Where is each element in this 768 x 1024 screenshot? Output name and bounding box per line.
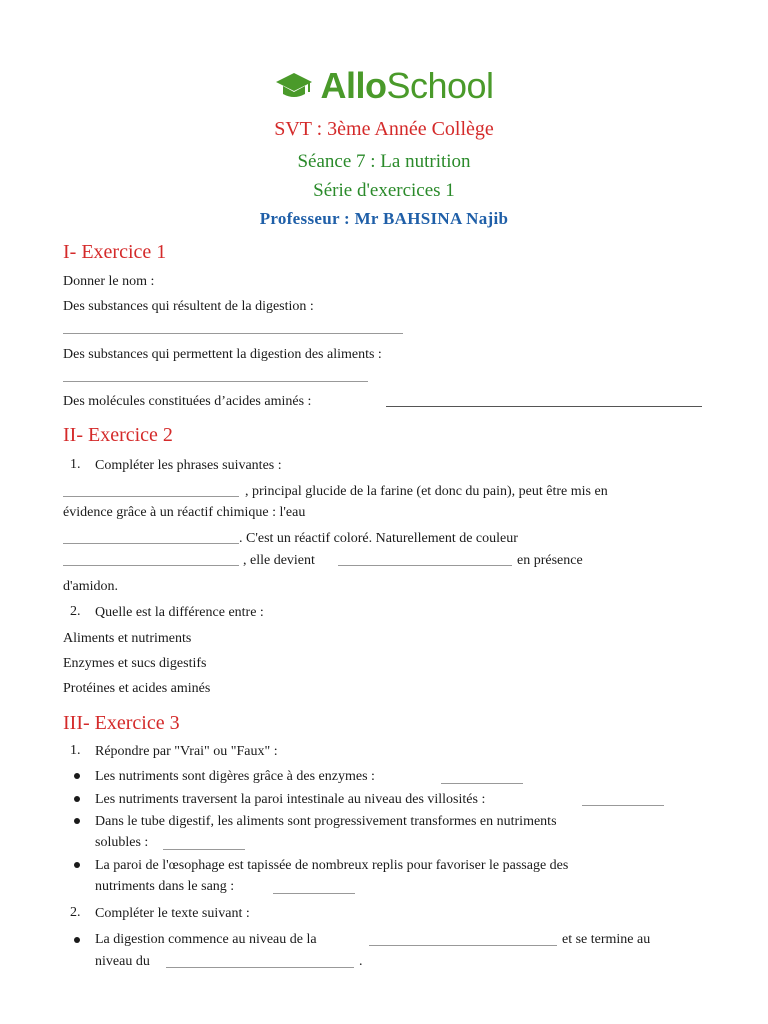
- alloschool-logo[interactable]: [0, 66, 768, 106]
- serie-title: Série d'exercices 1: [313, 180, 455, 201]
- ex2-item-1-number: 1.: [70, 457, 81, 472]
- logo-school: School: [386, 65, 494, 106]
- professor-name: Professeur : Mr BAHSINA Najib: [259, 209, 509, 228]
- ex2-difference-3: Protéines et acides aminés: [63, 681, 211, 696]
- ex1-question-3: Des molécules constituées d’acides aminés :: [63, 394, 312, 409]
- ex3-statement-3a: Dans le tube digestif, les aliments sont progressivement transformes en nutriments: [95, 814, 557, 829]
- seance-title: Séance 7 : La nutrition: [297, 151, 471, 172]
- ex3-answer-3[interactable]: [163, 849, 245, 850]
- ex2-difference-1: Aliments et nutriments: [63, 631, 192, 646]
- ex2-sentence-4: d'amidon.: [63, 579, 119, 594]
- ex2-blank-4[interactable]: [338, 565, 512, 566]
- logo-allo: Allo: [320, 65, 387, 106]
- ex3-completion-blank-2[interactable]: [166, 967, 354, 968]
- ex2-sentence-2: . C'est un réactif coloré. Naturellement de couleur: [239, 531, 518, 546]
- ex3-answer-1[interactable]: [441, 783, 523, 784]
- exercise-3-title: III- Exercice 3: [63, 712, 180, 734]
- ex2-item-1-text: Compléter les phrases suivantes :: [95, 458, 282, 473]
- ex1-question-2: Des substances qui permettent la digestion des aliments :: [63, 347, 382, 362]
- ex3-completion-2b: .: [359, 954, 363, 969]
- ex3-item-2-text: Compléter le texte suivant :: [95, 906, 250, 921]
- ex2-sentence-1b: évidence grâce à un réactif chimique : l'eau: [63, 505, 306, 520]
- bullet-icon: [74, 818, 80, 824]
- ex2-sentence-3b: en présence: [517, 553, 583, 568]
- ex2-item-2-number: 2.: [70, 604, 81, 619]
- ex3-completion-2a: niveau du: [95, 954, 150, 969]
- exercise-2-title: II- Exercice 2: [63, 424, 173, 446]
- ex2-item-2-text: Quelle est la différence entre :: [95, 605, 264, 620]
- bullet-icon: [74, 937, 80, 943]
- ex3-statement-3b: solubles :: [95, 835, 149, 850]
- ex3-completion-1a: La digestion commence au niveau de la: [95, 932, 317, 947]
- graduation-cap-icon: [274, 69, 314, 103]
- ex3-statement-4a: La paroi de l'œsophage est tapissée de nombreux replis pour favoriser le passage des: [95, 858, 569, 873]
- ex2-blank-2[interactable]: [63, 543, 239, 544]
- ex1-question-1: Des substances qui résultent de la digestion :: [63, 299, 314, 314]
- ex1-answer-line-2[interactable]: [63, 381, 368, 382]
- ex2-difference-2: Enzymes et sucs digestifs: [63, 656, 207, 671]
- bullet-icon: [74, 796, 80, 802]
- ex3-item-1-text: Répondre par "Vrai" ou "Faux" :: [95, 744, 278, 759]
- ex3-item-1-number: 1.: [70, 743, 81, 758]
- ex2-sentence-3a: , elle devient: [243, 553, 315, 568]
- logo-text: [320, 66, 493, 106]
- exercise-1-title: I- Exercice 1: [63, 241, 167, 263]
- bullet-icon: [74, 862, 80, 868]
- ex2-sentence-1a: , principal glucide de la farine (et donc du pain), peut être mis en: [245, 484, 608, 499]
- ex3-completion-blank-1[interactable]: [369, 945, 557, 946]
- ex3-answer-2[interactable]: [582, 805, 664, 806]
- ex3-statement-1: Les nutriments sont digères grâce à des enzymes :: [95, 769, 375, 784]
- ex3-item-2-number: 2.: [70, 905, 81, 920]
- course-title: SVT : 3ème Année Collège: [274, 118, 494, 140]
- ex3-statement-2: Les nutriments traversent la paroi intestinale au niveau des villosités :: [95, 792, 486, 807]
- ex3-statement-4b: nutriments dans le sang :: [95, 879, 235, 894]
- ex2-blank-3[interactable]: [63, 565, 239, 566]
- bullet-icon: [74, 773, 80, 779]
- ex3-answer-4[interactable]: [273, 893, 355, 894]
- ex3-completion-1b: et se termine au: [562, 932, 651, 947]
- ex1-intro: Donner le nom :: [63, 274, 155, 289]
- ex2-blank-1[interactable]: [63, 496, 239, 497]
- ex1-answer-line-1[interactable]: [63, 333, 403, 334]
- ex1-answer-line-3[interactable]: [386, 406, 702, 407]
